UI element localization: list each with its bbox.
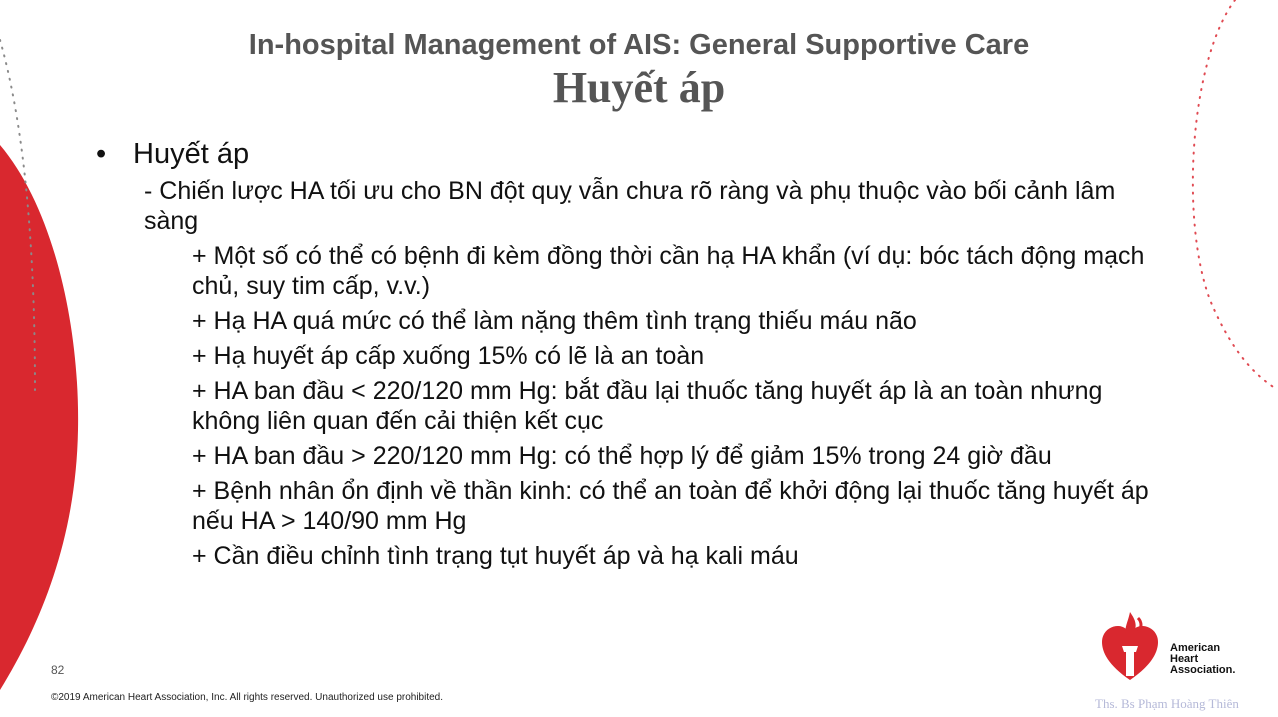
logo-line: Heart	[1170, 653, 1199, 665]
copyright-notice: ©2019 American Heart Association, Inc. All rights reserved. Unauthorized use prohibited.	[51, 692, 444, 703]
logo-line: American	[1170, 642, 1221, 654]
level2-point: + Bệnh nhân ổn định về thần kinh: có thể an toàn để khởi động lại thuốc tăng huyết áp nếu HA > 140/90 mm Hg	[192, 477, 1149, 535]
slide-subtitle: Huyết áp	[552, 63, 726, 112]
bullet-dot: •	[96, 138, 107, 170]
heart-torch-icon	[1102, 612, 1158, 680]
level2-point: + Một số có thể có bệnh đi kèm đồng thời cần hạ HA khẩn (ví dụ: bóc tách động mạch chủ, suy tim cấp, v.v.)	[192, 242, 1145, 300]
red-arc-shape	[0, 145, 78, 690]
logo-line: Association.	[1170, 664, 1236, 676]
level2-point: + HA ban đầu < 220/120 mm Hg: bắt đầu lại thuốc tăng huyết áp là an toàn nhưng không liên quan đến cải thiện kết cục	[192, 377, 1103, 435]
level2-point: + Hạ huyết áp cấp xuống 15% có lẽ là an toàn	[192, 342, 705, 370]
slide-title: In-hospital Management of AIS: General Supportive Care	[248, 29, 1030, 61]
main-bullet	[96, 137, 1166, 171]
slide-body	[96, 137, 1166, 571]
level2-point: + HA ban đầu > 220/120 mm Hg: có thể hợp lý để giảm 15% trong 24 giờ đầu	[192, 442, 1052, 470]
level2-point: + Hạ HA quá mức có thể làm nặng thêm tình trạng thiếu máu não	[192, 307, 917, 335]
level2-point: + Cần điều chỉnh tình trạng tụt huyết áp và hạ kali máu	[192, 542, 799, 570]
aha-logo-text	[1170, 643, 1235, 676]
level1-point: - Chiến lược HA tối ưu cho BN đột quỵ vẫn chưa rõ ràng và phụ thuộc vào bối cảnh lâm sàng	[144, 177, 1116, 235]
page-number: 82	[51, 663, 65, 677]
author-watermark: Ths. Bs Phạm Hoàng Thiên	[1095, 696, 1239, 711]
bullet-text: Huyết áp	[133, 138, 250, 170]
